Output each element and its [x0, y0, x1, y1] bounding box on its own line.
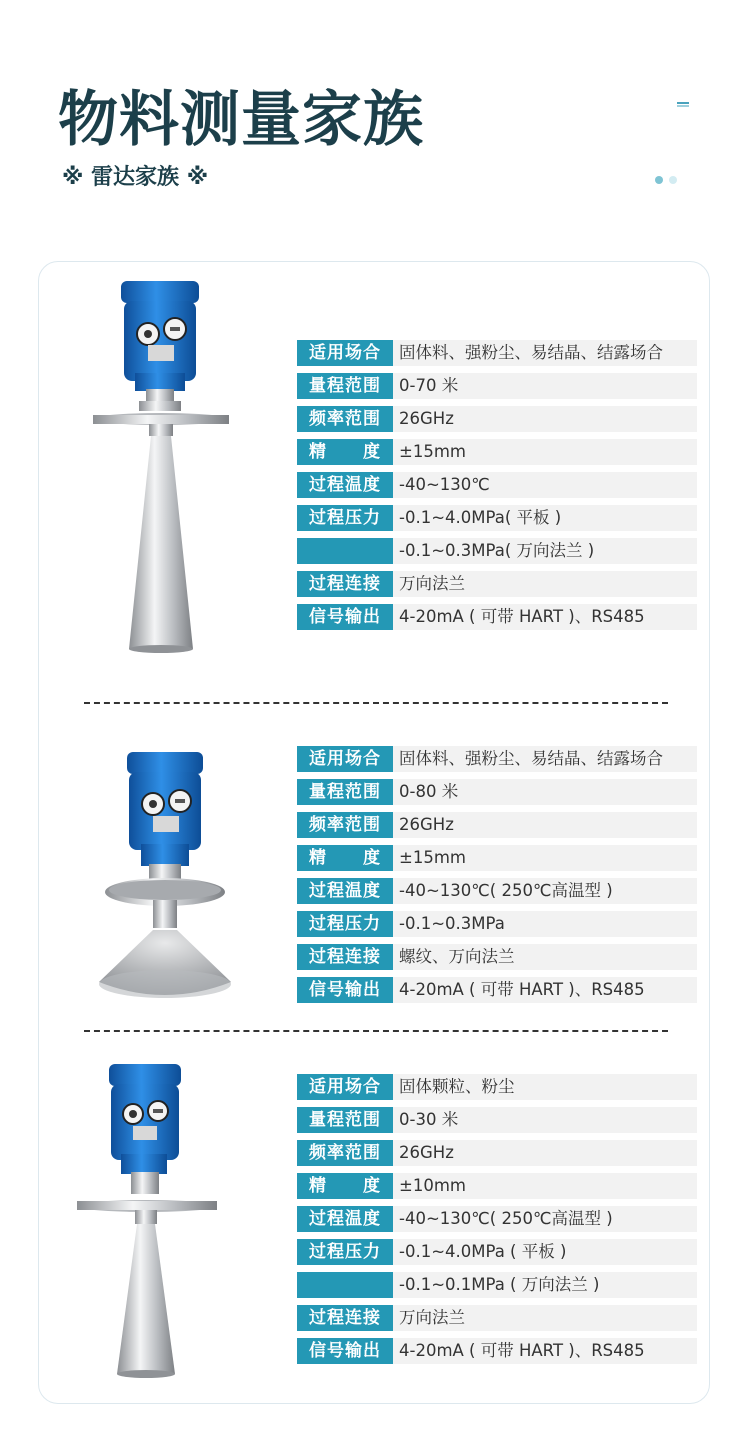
spec-value: 0-30 米: [393, 1107, 697, 1133]
spec-label: 过程连接: [297, 944, 393, 970]
spec-value: -0.1~0.3MPa( 万向法兰 ): [393, 538, 697, 564]
spec-value: 0-70 米: [393, 373, 697, 399]
spec-value: 4-20mA ( 可带 HART )、RS485: [393, 1338, 697, 1364]
spec-row: [297, 571, 697, 597]
dashed-divider: [84, 1030, 668, 1032]
spec-row: [297, 340, 697, 366]
spec-label: 量程范围: [297, 373, 393, 399]
spec-value: 万向法兰: [393, 1305, 697, 1331]
spec-row: [297, 439, 697, 465]
page-dot-icon: [655, 176, 663, 184]
spec-value: -40~130℃( 250℃高温型 ): [393, 878, 697, 904]
spec-label: 频率范围: [297, 1140, 393, 1166]
spec-label: 量程范围: [297, 779, 393, 805]
spec-row: [297, 812, 697, 838]
menu-dash-icon: [677, 102, 689, 107]
spec-label: 频率范围: [297, 406, 393, 432]
spec-row: [297, 1173, 697, 1199]
page-title: 物料测量家族: [58, 85, 424, 155]
spec-label: 过程连接: [297, 571, 393, 597]
spec-row: [297, 977, 697, 1003]
spec-label: 过程压力: [297, 911, 393, 937]
page-subtitle: ※ 雷达家族 ※: [62, 165, 209, 190]
spec-row: [297, 845, 697, 871]
spec-value: 0-80 米: [393, 779, 697, 805]
spec-row: [297, 878, 697, 904]
spec-row: [297, 1239, 697, 1265]
spec-value: 26GHz: [393, 812, 697, 838]
spec-label: 频率范围: [297, 812, 393, 838]
spec-label: 适用场合: [297, 1074, 393, 1100]
spec-value: -0.1~4.0MPa( 平板 ): [393, 505, 697, 531]
spec-value: -40~130℃( 250℃高温型 ): [393, 1206, 697, 1232]
spec-row: [297, 1074, 697, 1100]
spec-label: 过程压力: [297, 505, 393, 531]
spec-row: [297, 779, 697, 805]
spec-row: [297, 472, 697, 498]
spec-row: [297, 538, 697, 564]
product-card: [38, 261, 710, 1404]
spec-row: [297, 1140, 697, 1166]
spec-label: 过程温度: [297, 1206, 393, 1232]
spec-value: 螺纹、万向法兰: [393, 944, 697, 970]
spec-value: 26GHz: [393, 1140, 697, 1166]
spec-row: [297, 406, 697, 432]
spec-value: 4-20mA ( 可带 HART )、RS485: [393, 604, 697, 630]
spec-value: 26GHz: [393, 406, 697, 432]
spec-row: [297, 746, 697, 772]
spec-row: [297, 1206, 697, 1232]
spec-value: ±15mm: [393, 845, 697, 871]
spec-label: 信号输出: [297, 604, 393, 630]
spec-value: 4-20mA ( 可带 HART )、RS485: [393, 977, 697, 1003]
spec-row: [297, 1305, 697, 1331]
spec-label: 信号输出: [297, 1338, 393, 1364]
page-dot-icon: [669, 176, 677, 184]
spec-value: 万向法兰: [393, 571, 697, 597]
spec-row: [297, 1107, 697, 1133]
spec-row: [297, 944, 697, 970]
spec-label: 过程连接: [297, 1305, 393, 1331]
spec-value: -0.1~4.0MPa ( 平板 ): [393, 1239, 697, 1265]
spec-row: [297, 604, 697, 630]
spec-value: 固体料、强粉尘、易结晶、结露场合: [393, 340, 697, 366]
spec-label: [297, 1272, 393, 1298]
spec-label: 精 度: [297, 845, 393, 871]
radar-level-meter-image: [75, 1062, 220, 1382]
spec-label: 过程温度: [297, 472, 393, 498]
spec-value: 固体颗粒、粉尘: [393, 1074, 697, 1100]
spec-label: 信号输出: [297, 977, 393, 1003]
spec-label: 精 度: [297, 1173, 393, 1199]
spec-label: 适用场合: [297, 340, 393, 366]
spec-value: ±10mm: [393, 1173, 697, 1199]
dashed-divider: [84, 702, 668, 704]
spec-label: 过程温度: [297, 878, 393, 904]
spec-label: 精 度: [297, 439, 393, 465]
spec-label: 过程压力: [297, 1239, 393, 1265]
spec-row: [297, 1272, 697, 1298]
radar-level-meter-image: [91, 277, 233, 667]
spec-value: ±15mm: [393, 439, 697, 465]
spec-label: 量程范围: [297, 1107, 393, 1133]
radar-level-meter-image: [97, 750, 237, 1005]
spec-row: [297, 505, 697, 531]
spec-row: [297, 373, 697, 399]
spec-label: 适用场合: [297, 746, 393, 772]
spec-value: -0.1~0.3MPa: [393, 911, 697, 937]
spec-value: -40~130℃: [393, 472, 697, 498]
spec-row: [297, 1338, 697, 1364]
spec-value: 固体料、强粉尘、易结晶、结露场合: [393, 746, 697, 772]
spec-row: [297, 911, 697, 937]
spec-label: [297, 538, 393, 564]
spec-value: -0.1~0.1MPa ( 万向法兰 ): [393, 1272, 697, 1298]
